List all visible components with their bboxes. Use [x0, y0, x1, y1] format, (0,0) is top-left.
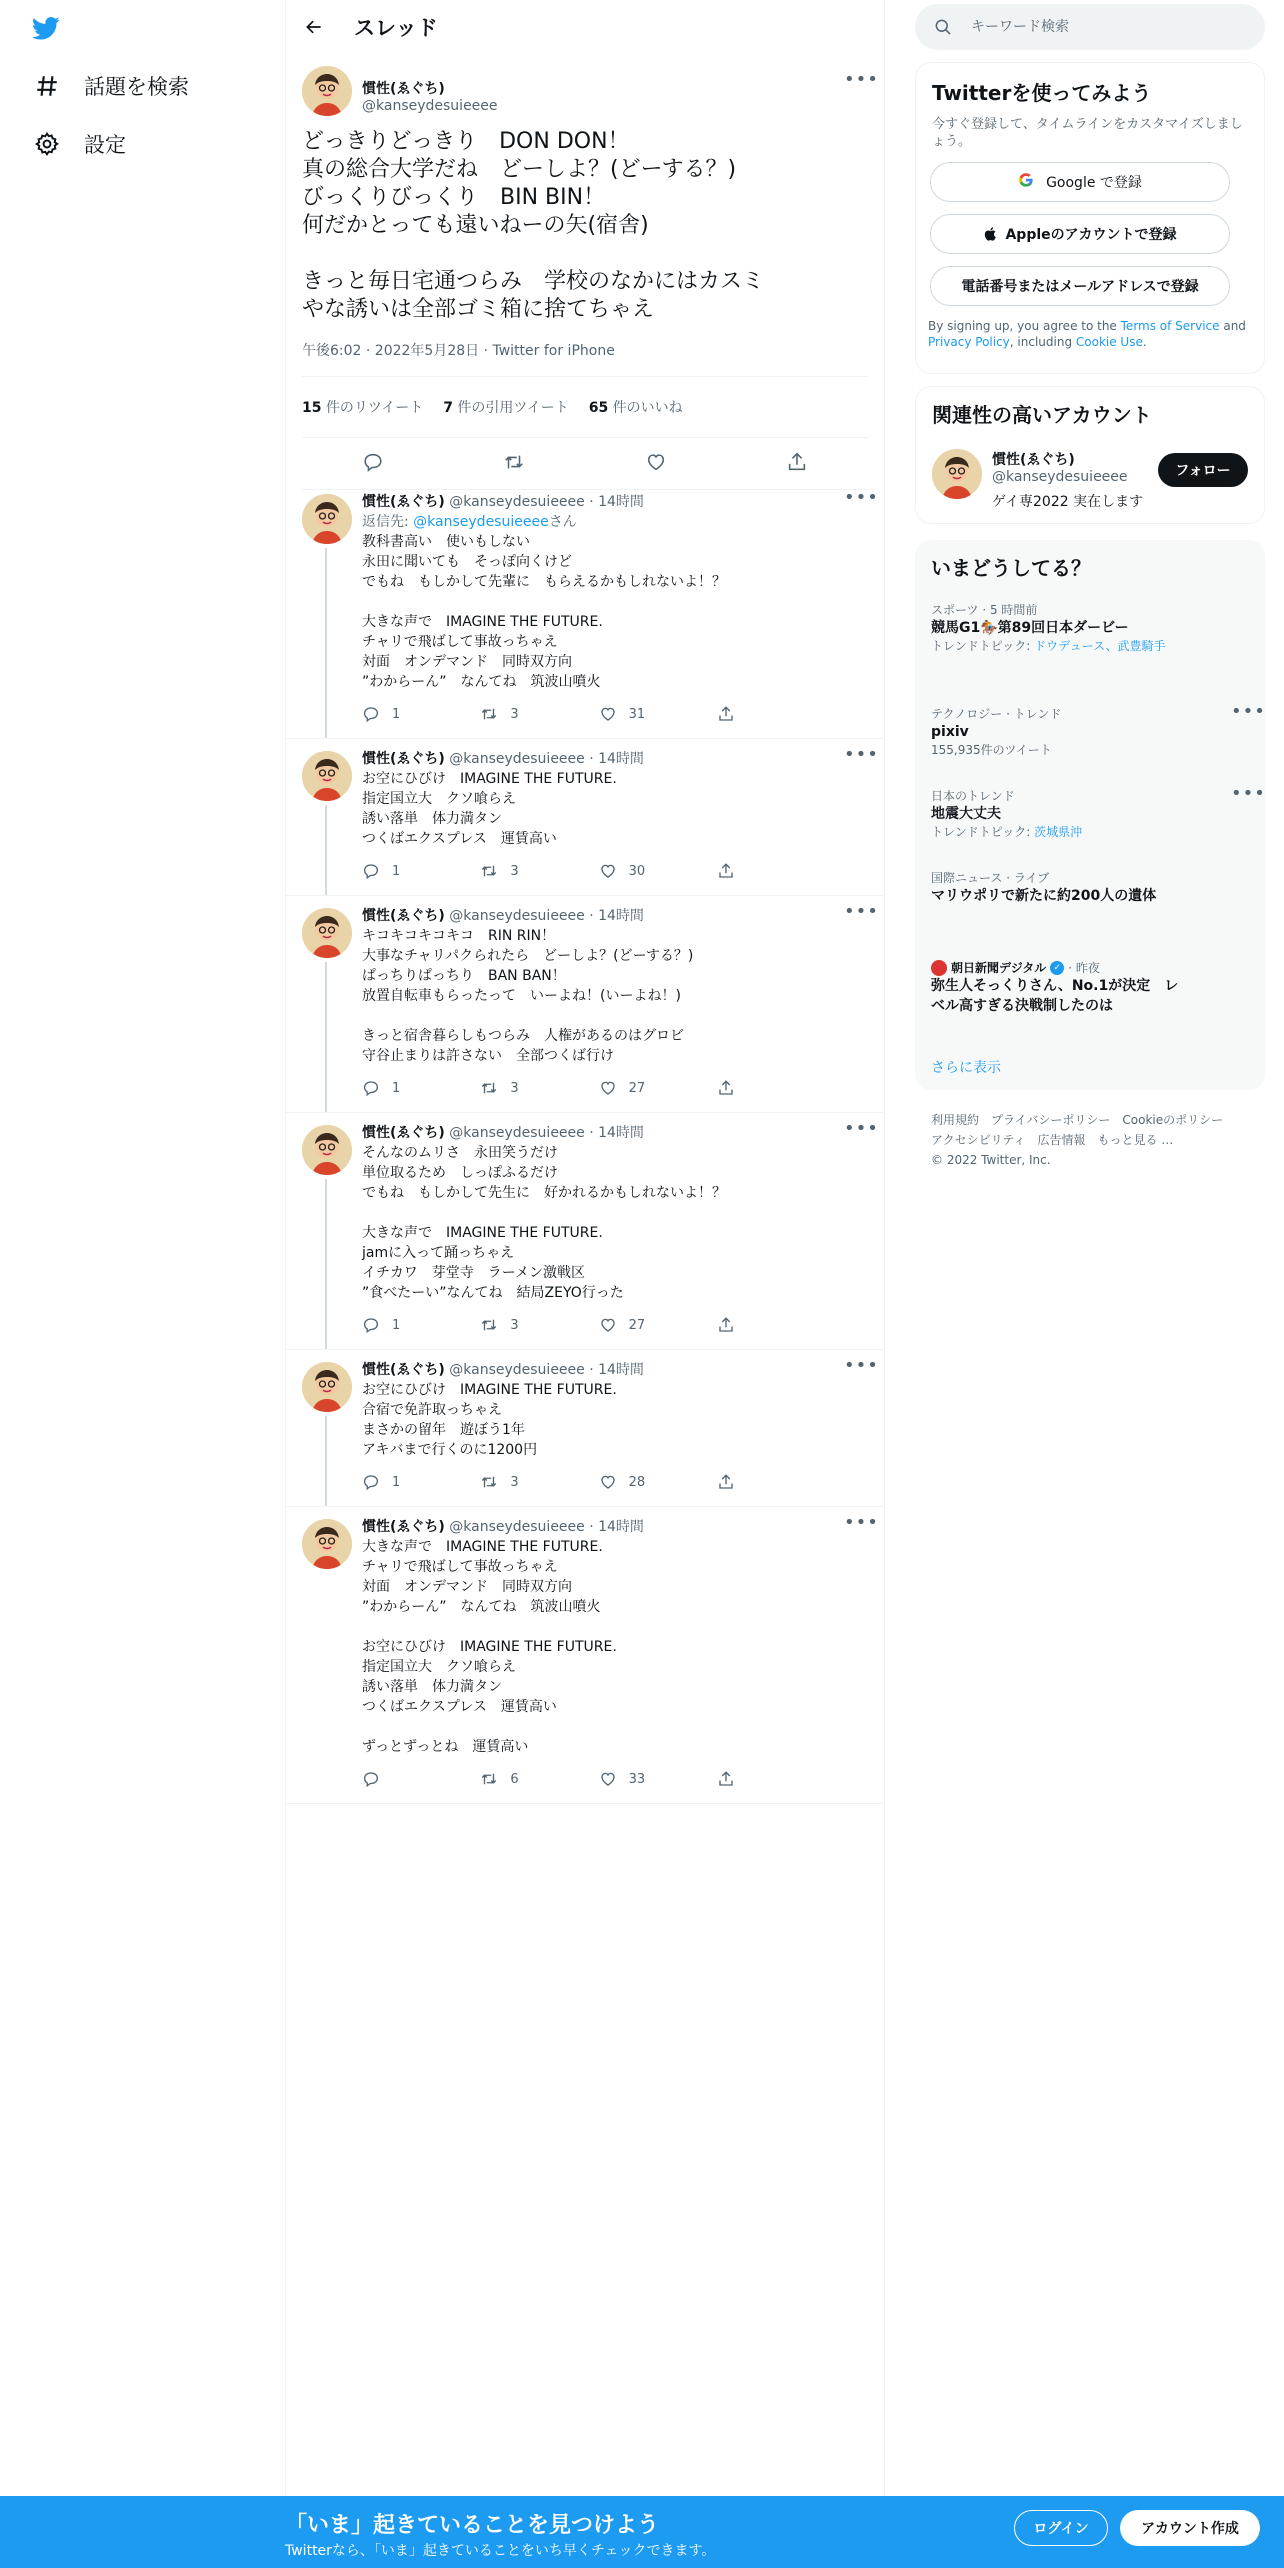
author-name[interactable]: 慣性(ゑぐち) — [362, 1519, 445, 1535]
reply-count: 1 — [392, 863, 401, 879]
timestamp[interactable]: · 14時間 — [584, 1125, 644, 1141]
reply-thread — [286, 482, 884, 1804]
reply-body — [362, 1350, 879, 1500]
reply-body — [362, 1507, 879, 1797]
mention-link[interactable]: @kanseydesuieeee — [413, 514, 549, 530]
footer-links — [931, 1110, 1251, 1170]
reply-tweet[interactable] — [286, 482, 884, 739]
bottom-signup-banner — [0, 2496, 1284, 2568]
nav-settings[interactable] — [30, 122, 126, 166]
reply-action[interactable] — [362, 1473, 432, 1491]
tweet-text: そんなのムリさ 永田笑うだけ 単位取るため しっぽふるだけ でもね もしかして先生に 好かれるかもしれないよ！？ 大きな声で IMAGINE THE FUTURE. jamに入って踊っちゃえ イチカワ 芽堂寺 ラーメン激戦区 ”食べたーい”なんてね 結局ZEYO行った — [362, 1145, 726, 1301]
phone-email-signup-label: 電話番号またはメールアドレスで登録 — [961, 279, 1199, 295]
tweet-text: キコキコキコキコ RIN RIN！ 大事なチャリパクられたら どーしよ？(どーする？) ぱっちりぱっちり BAN BAN！ 放置自転車もらったって いーよね！(いーよね！) きっと宿舎暮らしもつらみ 人権があるのはグロビ 守谷止まりは許さない 全部つくば行け — [362, 928, 694, 1064]
avatar[interactable] — [302, 1125, 352, 1175]
quotes-stat[interactable]: 7 件の引用ツイート — [443, 400, 569, 416]
tweet-text: 教科書高い 使いもしない 永田に聞いても そっぽ向くけど でもね もしかして先輩に もらえるかもしれないよ！？ 大きな声で IMAGINE THE FUTURE. チャリで飛ばして事故っちゃえ 対面 オンデマンド 同時双方向 ”わからーん” なんてね 筑波山噴火 — [362, 534, 726, 690]
tweet-text: 大きな声で IMAGINE THE FUTURE. チャリで飛ばして事故っちゃえ 対面 オンデマンド 同時双方向 ”わからーん” なんてね 筑波山噴火 お空にひびけ IMAGINE THE FUTURE. 指定国立大 クソ喰らえ 誘い落単 体力満タン つくばエクスプレス 運賃高い ずっとずっとね 運賃高い — [362, 1539, 617, 1755]
author-handle[interactable]: @kanseydesuieeee — [449, 494, 585, 510]
signup-card — [915, 62, 1265, 374]
like-count: 30 — [628, 863, 646, 879]
news-source-logo-icon — [931, 960, 947, 976]
reply-header — [362, 1118, 879, 1143]
more-icon[interactable]: ••• — [844, 487, 879, 508]
nav-explore[interactable] — [30, 64, 189, 108]
more-icon[interactable]: ••• — [844, 1118, 879, 1139]
reply-tweet[interactable] — [286, 1113, 884, 1350]
privacy-link[interactable]: Privacy Policy — [928, 335, 1010, 349]
google-signup-button[interactable] — [930, 162, 1230, 202]
timestamp[interactable]: · 14時間 — [584, 908, 644, 924]
footer-link[interactable]: 広告情報 — [1037, 1133, 1086, 1147]
retweet-count: 3 — [510, 1080, 519, 1096]
like-icon — [599, 1473, 629, 1491]
share-icon — [717, 1770, 747, 1788]
reply-body — [362, 482, 879, 732]
timestamp[interactable]: · 14時間 — [584, 494, 644, 510]
tweet-actions — [362, 696, 787, 732]
author-name[interactable]: 慣性(ゑぐち) — [362, 1362, 445, 1378]
like-count: 31 — [628, 706, 646, 722]
retweets-stat[interactable]: 15 件のリツイート — [302, 400, 424, 416]
tweet-text: どっきりどっきり DON DON！ 真の総合大学だね どーしよ？(どーする？) びっくりびっくり BIN BIN！ 何だかとっても遠いねーの矢(宿舎) きっと毎日宅通つらみ 学校のなかにはカスミ やな誘いは全部ゴミ箱に捨てちゃえ — [302, 129, 765, 322]
signup-button[interactable]: アカウント作成 — [1120, 2510, 1260, 2546]
retweet-action[interactable] — [480, 862, 550, 880]
avatar[interactable] — [932, 449, 982, 499]
like-action[interactable] — [599, 1079, 669, 1097]
arrow-left-icon — [304, 17, 324, 37]
share-icon — [717, 705, 747, 723]
like-icon — [599, 1316, 629, 1334]
apple-signup-label: Appleのアカウントで登録 — [1005, 227, 1177, 243]
tweet-meta[interactable]: 午後6:02 · 2022年5月28日 · Twitter for iPhone — [302, 343, 615, 359]
retweet-count: 3 — [510, 863, 519, 879]
more-icon[interactable]: ••• — [1231, 783, 1266, 804]
author-handle[interactable]: @kanseydesuieeee — [362, 98, 498, 114]
share-icon — [717, 862, 747, 880]
tweet-actions — [362, 1070, 787, 1106]
tweet-actions — [362, 1761, 787, 1797]
trend-tweet-count: 155,935件のツイート — [931, 743, 1052, 757]
related-title: 関連性の高いアカウント — [932, 403, 1152, 427]
main-column — [285, 0, 885, 2496]
google-signup-label: Google で登録 — [1046, 175, 1142, 191]
trend-category: テクノロジー · トレンド — [931, 707, 1062, 721]
like-count: 28 — [628, 1474, 646, 1490]
thread-connector — [325, 548, 327, 738]
trend-topics: トレンドトピック: ドウデュース、武豊騎手 — [931, 639, 1166, 653]
footer-link[interactable]: 利用規約 — [931, 1113, 980, 1127]
trend-item[interactable] — [931, 602, 1251, 654]
reply-body — [362, 896, 879, 1106]
thread-connector — [325, 962, 327, 1112]
retweet-count: 3 — [510, 1317, 519, 1333]
reply-header — [362, 1512, 879, 1537]
trend-name: 競馬G1🏇第89回日本ダービー — [931, 620, 1129, 636]
avatar[interactable] — [302, 494, 352, 544]
like-count: 33 — [628, 1771, 646, 1787]
retweet-count: 3 — [510, 1474, 519, 1490]
thread-connector — [325, 1416, 327, 1506]
like-action[interactable] — [599, 1473, 669, 1491]
share-icon — [717, 1079, 747, 1097]
more-icon[interactable]: ••• — [844, 744, 879, 765]
footer-link[interactable]: プライバシーポリシー — [991, 1113, 1111, 1127]
author-name[interactable]: 慣性(ゑぐち) — [362, 908, 445, 924]
apple-signup-button[interactable] — [930, 214, 1230, 254]
search-icon — [933, 17, 953, 37]
reply-tweet[interactable] — [286, 1507, 884, 1804]
cookie-link[interactable]: Cookie Use — [1075, 335, 1143, 349]
show-more-link[interactable]: さらに表示 — [931, 1060, 1001, 1076]
reply-icon — [362, 705, 392, 723]
reply-count: 1 — [392, 1317, 401, 1333]
trend-item[interactable] — [931, 783, 1266, 840]
banner-title: 「いま」起きていることを見つけよう — [285, 2513, 660, 2538]
author-name[interactable]: 慣性(ゑぐち) — [362, 81, 445, 97]
reply-to: 返信先: @kanseydesuieeeeさん — [362, 514, 577, 530]
news-headline: 弥生人そっくりさん、No.1が決定 レベル高すぎる決戦制したのは — [931, 978, 1179, 1014]
trend-category: スポーツ · 5 時間前 — [931, 603, 1038, 617]
trend-topics: トレンドトピック: 茨城県沖 — [931, 825, 1083, 839]
avatar[interactable] — [302, 1519, 352, 1569]
trend-name: マリウポリで新たに約200人の遺体 — [931, 888, 1157, 904]
author-name[interactable]: 慣性(ゑぐち) — [362, 1125, 445, 1141]
reply-header — [362, 744, 879, 769]
reply-body — [362, 739, 879, 889]
reply-action[interactable] — [362, 1079, 432, 1097]
retweet-icon — [480, 705, 510, 723]
retweet-icon — [480, 1079, 510, 1097]
author-handle[interactable]: @kanseydesuieeee — [449, 751, 585, 767]
like-icon — [599, 1770, 629, 1788]
share-action[interactable] — [717, 1473, 787, 1491]
signup-title: Twitterを使ってみよう — [932, 81, 1152, 105]
trend-category: 日本のトレンド — [931, 789, 1015, 803]
more-icon[interactable]: ••• — [844, 1355, 879, 1376]
likes-stat[interactable]: 65 件のいいね — [588, 400, 683, 416]
trends-title: いまどうしてる？ — [931, 556, 1091, 580]
hashtag-icon — [30, 69, 64, 103]
share-action[interactable] — [717, 1316, 787, 1334]
tweet-text: お空にひびけ IMAGINE THE FUTURE. 合宿で免許取っちゃえ まさかの留年 遊ぼう1年 アキバまで行くのに1200円 — [362, 1382, 617, 1458]
like-icon — [599, 862, 629, 880]
google-icon — [1018, 172, 1040, 192]
reply-count: 1 — [392, 1080, 401, 1096]
avatar[interactable] — [302, 908, 352, 958]
reply-tweet[interactable] — [286, 896, 884, 1113]
timestamp[interactable]: · 14時間 — [584, 751, 644, 767]
like-count: 27 — [628, 1317, 646, 1333]
follow-button[interactable]: フォロー — [1158, 453, 1248, 487]
left-nav — [0, 0, 285, 2496]
related-bio: ゲイ専2022 実在します — [992, 494, 1144, 510]
footer-link[interactable]: もっと見る … — [1097, 1133, 1174, 1147]
like-icon — [599, 705, 629, 723]
author-handle[interactable]: @kanseydesuieeee — [449, 1362, 585, 1378]
more-icon[interactable]: ••• — [844, 1512, 879, 1533]
verified-badge-icon: ✓ — [1050, 961, 1064, 975]
nav-explore-label: 話題を検索 — [84, 75, 189, 99]
retweet-count: 6 — [510, 1771, 519, 1787]
share-action[interactable] — [717, 705, 787, 723]
retweet-icon — [480, 1473, 510, 1491]
tweet-actions — [362, 853, 787, 889]
banner-subtitle: Twitterなら、「いま」起きていることをいち早くチェックできます。 — [285, 2543, 716, 2559]
retweet-action[interactable] — [480, 1316, 550, 1334]
share-action[interactable] — [717, 1770, 787, 1788]
search-input[interactable] — [971, 19, 1251, 35]
thread-connector — [325, 1179, 327, 1349]
more-icon[interactable]: ••• — [844, 901, 879, 922]
news-source: 朝日新聞デジタル ✓ · 昨夜 — [931, 960, 1251, 976]
avatar[interactable] — [302, 66, 352, 116]
reply-count: 1 — [392, 706, 401, 722]
tweet-actions — [362, 1464, 787, 1500]
copyright: © 2022 Twitter, Inc. — [931, 1153, 1051, 1167]
avatar[interactable] — [302, 1362, 352, 1412]
trend-item[interactable] — [931, 701, 1266, 758]
reply-icon — [362, 1079, 392, 1097]
trend-name: pixiv — [931, 724, 969, 740]
like-action[interactable] — [599, 1316, 669, 1334]
reply-action[interactable] — [362, 1316, 432, 1334]
phone-email-signup-button[interactable] — [930, 266, 1230, 306]
author-name[interactable]: 慣性(ゑぐち) — [362, 494, 445, 510]
twitter-logo-icon[interactable] — [30, 14, 70, 44]
author-handle[interactable]: @kanseydesuieeee — [449, 1519, 585, 1535]
reply-icon — [362, 1473, 392, 1491]
reply-action[interactable] — [362, 705, 432, 723]
reply-body — [362, 1113, 879, 1343]
reply-count: 1 — [392, 1474, 401, 1490]
trend-name: 地震大丈夫 — [931, 806, 1001, 822]
retweet-icon — [480, 1770, 510, 1788]
reply-action[interactable] — [362, 1770, 432, 1788]
like-action[interactable] — [599, 1770, 669, 1788]
main-tweet-header — [302, 66, 879, 122]
retweet-action[interactable] — [480, 1473, 550, 1491]
reply-action[interactable] — [362, 862, 432, 880]
reply-icon — [362, 862, 392, 880]
timestamp[interactable]: · 14時間 — [584, 1362, 644, 1378]
retweet-action[interactable] — [480, 1079, 550, 1097]
footer-link[interactable]: アクセシビリティ — [931, 1133, 1026, 1147]
signup-terms: By signing up, you agree to the Terms of Service and Privacy Policy, including Cookie Use. — [928, 319, 1246, 349]
back-button[interactable] — [296, 9, 332, 45]
share-action[interactable] — [717, 862, 787, 880]
retweet-icon — [480, 1316, 510, 1334]
author-handle[interactable]: @kanseydesuieeee — [449, 908, 585, 924]
nav-settings-label: 設定 — [84, 133, 126, 157]
footer-link[interactable]: Cookieのポリシー — [1122, 1113, 1224, 1127]
more-icon[interactable]: ••• — [1231, 701, 1266, 722]
share-icon — [717, 1473, 747, 1491]
apple-icon — [983, 226, 999, 242]
timestamp[interactable]: · 14時間 — [584, 1519, 644, 1535]
reply-tweet[interactable] — [286, 739, 884, 896]
retweet-action[interactable] — [480, 1770, 550, 1788]
retweet-icon[interactable] — [503, 451, 525, 477]
gear-icon — [30, 127, 64, 161]
share-icon[interactable] — [786, 451, 808, 477]
search-bar[interactable] — [915, 4, 1265, 50]
thread-connector — [325, 805, 327, 895]
login-button[interactable]: ログイン — [1014, 2510, 1108, 2546]
related-accounts-card — [915, 386, 1265, 524]
tweet-text: お空にひびけ IMAGINE THE FUTURE. 指定国立大 クソ喰らえ 誘い落単 体力満タン つくばエクスプレス 運賃高い — [362, 771, 617, 847]
retweet-icon — [480, 862, 510, 880]
trend-item[interactable] — [931, 870, 1251, 906]
author-name[interactable]: 慣性(ゑぐち) — [362, 751, 445, 767]
reply-icon[interactable] — [362, 451, 384, 477]
tweet-stats — [302, 376, 868, 438]
page-title: スレッド — [354, 16, 438, 40]
share-icon — [717, 1316, 747, 1334]
reply-tweet[interactable] — [286, 1350, 884, 1507]
avatar[interactable] — [302, 751, 352, 801]
retweet-count: 3 — [510, 706, 519, 722]
terms-link[interactable]: Terms of Service — [1120, 319, 1220, 333]
reply-icon — [362, 1316, 392, 1334]
reply-header — [362, 1355, 879, 1380]
reply-header — [362, 901, 879, 926]
reply-header — [362, 487, 879, 512]
thread-header — [286, 0, 884, 54]
trend-category: 国際ニュース · ライブ — [931, 871, 1050, 885]
trends-card — [915, 540, 1265, 1090]
retweet-action[interactable] — [480, 705, 550, 723]
news-item[interactable] — [931, 960, 1251, 1016]
like-count: 27 — [628, 1080, 646, 1096]
related-name[interactable]: 慣性(ゑぐち) — [992, 452, 1075, 468]
like-action[interactable] — [599, 862, 669, 880]
like-action[interactable] — [599, 705, 669, 723]
like-icon — [599, 1079, 629, 1097]
share-action[interactable] — [717, 1079, 787, 1097]
like-icon[interactable] — [645, 451, 667, 477]
more-icon[interactable]: ••• — [844, 69, 879, 90]
author-handle[interactable]: @kanseydesuieeee — [449, 1125, 585, 1141]
signup-subtitle: 今すぐ登録して、タイムラインをカスタマイズしましょう。 — [932, 117, 1243, 149]
related-handle[interactable]: @kanseydesuieeee — [992, 469, 1128, 485]
reply-icon — [362, 1770, 392, 1788]
tweet-actions — [362, 1307, 787, 1343]
